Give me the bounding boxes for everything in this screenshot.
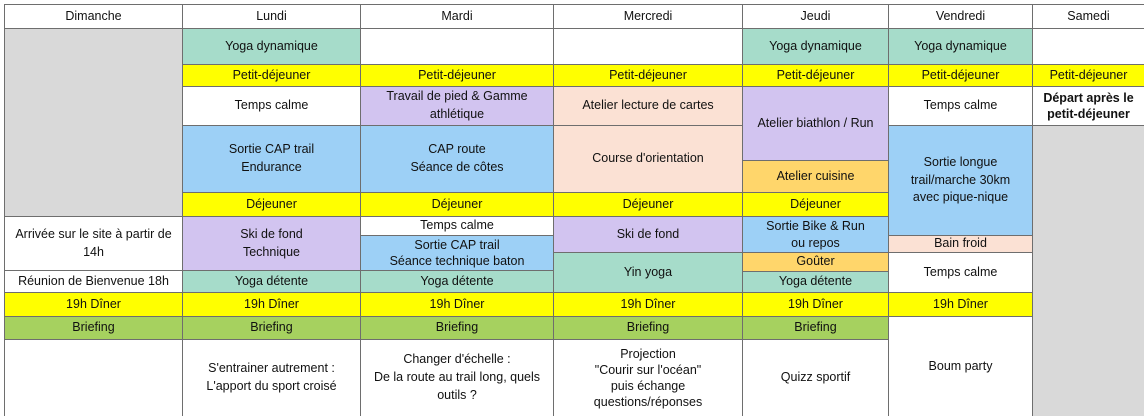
dimanche-soiree-empty (4, 339, 182, 416)
mercredi-dejeuner: Déjeuner (553, 192, 742, 216)
vendredi-yoga-dynamique: Yoga dynamique (888, 28, 1032, 64)
dimanche-empty-block (4, 28, 182, 216)
lundi-yoga-detente: Yoga détente (182, 270, 360, 292)
lundi-petit-dejeuner: Petit-déjeuner (182, 64, 360, 86)
jeudi-bike-run: Sortie Bike & Run ou repos (742, 216, 888, 252)
vendredi-bain-froid: Bain froid (888, 235, 1032, 252)
vendredi-soiree: Boum party (888, 316, 1032, 416)
header-jeudi: Jeudi (742, 4, 888, 28)
lundi-sortie-cap: Sortie CAP trail Endurance (182, 125, 360, 192)
dimanche-reunion: Réunion de Bienvenue 18h (4, 270, 182, 292)
mercredi-diner: 19h Dîner (553, 292, 742, 316)
mercredi-atelier-cartes: Atelier lecture de cartes (553, 86, 742, 125)
weekly-schedule-table (4, 4, 1144, 416)
jeudi-dejeuner: Déjeuner (742, 192, 888, 216)
jeudi-briefing: Briefing (742, 316, 888, 339)
lundi-ski-de-fond: Ski de fond Technique (182, 216, 360, 270)
mardi-sortie-cap: Sortie CAP trail Séance technique baton (360, 235, 553, 270)
jeudi-petit-dejeuner: Petit-déjeuner (742, 64, 888, 86)
mardi-cap-route: CAP route Séance de côtes (360, 125, 553, 192)
header-vendredi: Vendredi (888, 4, 1032, 28)
mardi-empty-slot (360, 28, 553, 64)
header-samedi: Samedi (1032, 4, 1144, 28)
mercredi-ski-de-fond: Ski de fond (553, 216, 742, 252)
jeudi-diner: 19h Dîner (742, 292, 888, 316)
mercredi-soiree: Projection "Courir sur l'océan" puis échange questions/réponses (553, 339, 742, 416)
mercredi-empty-slot (553, 28, 742, 64)
samedi-empty-block (1032, 125, 1144, 416)
samedi-empty-slot (1032, 28, 1144, 64)
vendredi-diner: 19h Dîner (888, 292, 1032, 316)
dimanche-arrivee: Arrivée sur le site à partir de 14h (4, 216, 182, 270)
jeudi-gouter: Goûter (742, 252, 888, 271)
lundi-dejeuner: Déjeuner (182, 192, 360, 216)
header-mercredi: Mercredi (553, 4, 742, 28)
mardi-dejeuner: Déjeuner (360, 192, 553, 216)
jeudi-atelier-biathlon: Atelier biathlon / Run (742, 86, 888, 160)
lundi-soiree: S'entrainer autrement : L'apport du sport croisé (182, 339, 360, 416)
vendredi-temps-calme-matin: Temps calme (888, 86, 1032, 125)
jeudi-soiree: Quizz sportif (742, 339, 888, 416)
mardi-soiree: Changer d'échelle : De la route au trail long, quels outils ? (360, 339, 553, 416)
samedi-depart: Départ après le petit-déjeuner (1032, 86, 1144, 125)
mardi-yoga-detente: Yoga détente (360, 270, 553, 292)
dimanche-briefing: Briefing (4, 316, 182, 339)
lundi-temps-calme: Temps calme (182, 86, 360, 125)
vendredi-sortie-longue: Sortie longue trail/marche 30km avec pique-nique (888, 125, 1032, 235)
jeudi-atelier-cuisine: Atelier cuisine (742, 160, 888, 192)
jeudi-yoga-dynamique: Yoga dynamique (742, 28, 888, 64)
mercredi-petit-dejeuner: Petit-déjeuner (553, 64, 742, 86)
mardi-diner: 19h Dîner (360, 292, 553, 316)
lundi-briefing: Briefing (182, 316, 360, 339)
jeudi-yoga-detente: Yoga détente (742, 271, 888, 292)
mardi-briefing: Briefing (360, 316, 553, 339)
mercredi-briefing: Briefing (553, 316, 742, 339)
header-lundi: Lundi (182, 4, 360, 28)
vendredi-temps-calme: Temps calme (888, 252, 1032, 292)
mardi-travail-pied: Travail de pied & Gamme athlétique (360, 86, 553, 125)
header-mardi: Mardi (360, 4, 553, 28)
lundi-yoga-dynamique: Yoga dynamique (182, 28, 360, 64)
mardi-petit-dejeuner: Petit-déjeuner (360, 64, 553, 86)
lundi-diner: 19h Dîner (182, 292, 360, 316)
dimanche-diner: 19h Dîner (4, 292, 182, 316)
vendredi-petit-dejeuner: Petit-déjeuner (888, 64, 1032, 86)
mercredi-orientation: Course d'orientation (553, 125, 742, 192)
samedi-petit-dejeuner: Petit-déjeuner (1032, 64, 1144, 86)
mercredi-yin-yoga: Yin yoga (553, 252, 742, 292)
header-dimanche: Dimanche (4, 4, 182, 28)
mardi-temps-calme: Temps calme (360, 216, 553, 235)
